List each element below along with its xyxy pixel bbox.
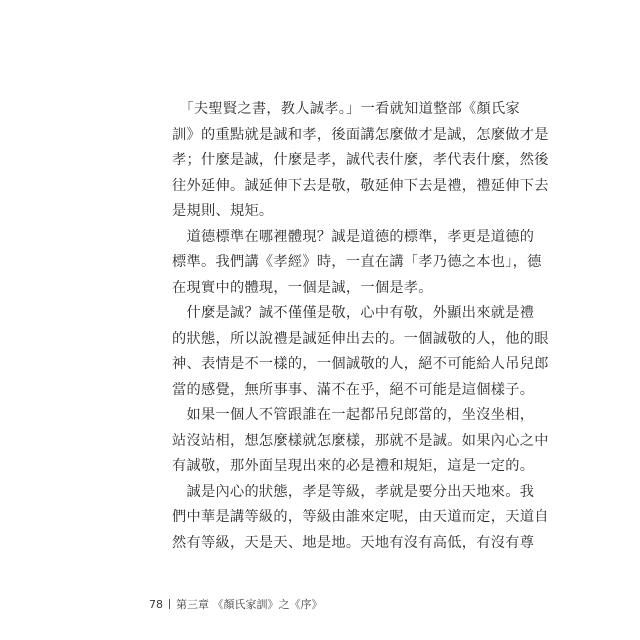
text-line: 訓》的重點就是誠和孝，後面講怎麼做才是誠，怎麼做才是 [172, 126, 549, 143]
text-line: 道德標準在哪裡體現？誠是道德的標準，孝更是道德的 [172, 228, 535, 245]
text-line: 標準。我們講《孝經》時，一直在講「孝乃德之本也」，德 [172, 254, 542, 270]
text-line: 站沒站相，想怎麼樣就怎麼樣，那就不是誠。如果內心之中 [172, 432, 549, 449]
text-line: 的狀態，所以說禮是誠延伸出去的。一個誠敬的人，他的眼 [172, 330, 549, 347]
text-line: 神、表情是不一樣的，一個誠敬的人，絕不可能給人吊兒郎 [172, 356, 549, 372]
chapter-title: 第三章 《顏氏家訓》之《序》 [176, 598, 323, 611]
text-line: 孝；什麼是誠，什麼是孝，誠代表什麼，孝代表什麼，然後 [172, 152, 549, 168]
page-footer [149, 596, 323, 612]
text-line: 誠是內心的狀態，孝是等級，孝就是要分出天地來。我 [172, 483, 535, 500]
body-text [172, 97, 549, 556]
text-line: 當的感覺，無所事事、滿不在乎，絕不可能是這個樣子。 [172, 381, 535, 398]
text-line: 們中華是講等級的，等級由誰來定呢，由天道而定，天道自 [172, 509, 549, 525]
page-number: 78 [149, 598, 163, 611]
footer-divider [169, 599, 170, 609]
text-line: 有誠敬，那外面呈現出來的必是禮和規矩，這是一定的。 [172, 458, 535, 474]
text-line: 往外延伸。誠延伸下去是敬，敬延伸下去是禮，禮延伸下去 [172, 177, 549, 194]
text-line: 在現實中的體現，一個是誠，一個是孝。 [172, 279, 433, 296]
text-line: 是規則、規矩。 [172, 203, 274, 219]
text-line: 然有等級，天是天、地是地。天地有沒有高低，有沒有尊 [172, 534, 535, 551]
text-line: 如果一個人不管跟誰在一起都吊兒郎當的，坐沒坐相， [172, 407, 535, 423]
text-line: 「夫聖賢之書，教人誠孝。」一看就知道整部《顏氏家 [172, 101, 520, 117]
text-line: 什麼是誠？誠不僅僅是敬，心中有敬，外顯出來就是禮 [172, 305, 535, 321]
